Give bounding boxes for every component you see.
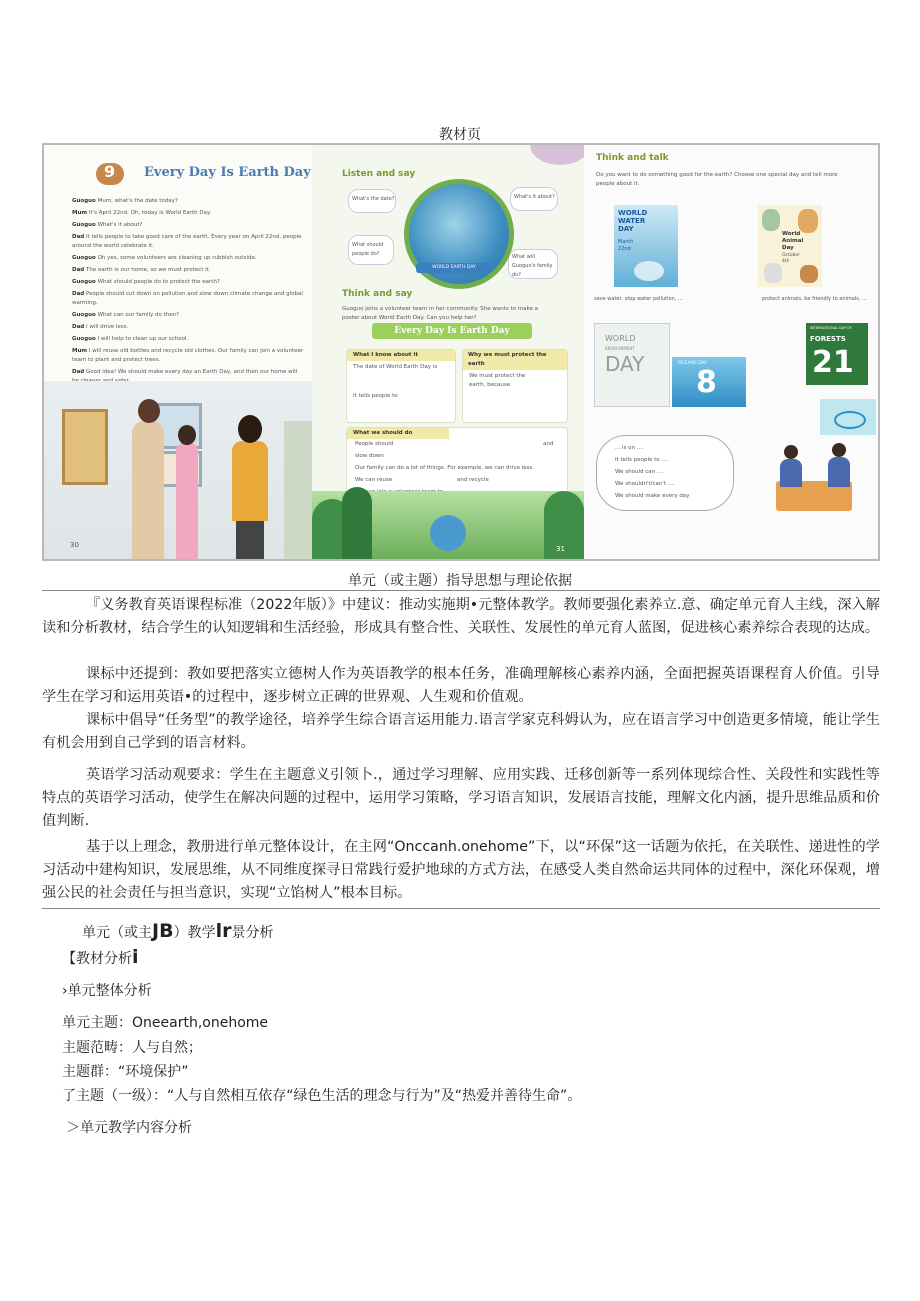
env-day-line-2: ENVIRONMENT — [605, 346, 635, 351]
animal-day-title: World Animal Day — [782, 231, 804, 251]
dialogue-speaker: Guoguo — [72, 255, 96, 261]
dialogue-line — [72, 197, 304, 206]
dialogue-speaker: Guoguo — [72, 222, 96, 228]
protect-box — [462, 349, 568, 423]
mum-head — [138, 399, 160, 423]
dialogue-line — [72, 290, 304, 308]
unit-title: Every Day Is Earth Day — [144, 165, 311, 180]
bubble-3: What should people do? — [352, 242, 384, 257]
speech-line-2: It tells people to .... — [615, 457, 669, 463]
forest-day-number: 21 — [812, 345, 854, 380]
family-illustration — [44, 381, 312, 559]
should-line-4: Our family can do a lot of things. For example, we can drive less. — [355, 465, 535, 471]
animal-day-date: October 4th — [782, 253, 801, 264]
student-head — [832, 443, 846, 457]
dialogue-speaker: Dad — [72, 291, 85, 297]
dialogue-text-line: What's it about? — [97, 222, 143, 228]
material-heading-mark: i — [132, 946, 139, 968]
water-drop-icon — [634, 261, 664, 281]
dialogue-speaker: Mum — [72, 210, 88, 216]
animal-icon — [800, 265, 818, 283]
section2-title-part: ）教学 — [173, 925, 216, 941]
section2-title-part: lr — [215, 920, 232, 942]
material-heading-text: 【教材分析 — [62, 951, 132, 967]
dialogue-line — [72, 209, 304, 218]
dialogue-speaker: Dad — [72, 267, 85, 273]
should-line-6: and recycle — [457, 477, 489, 483]
dialogue-text-line: What can our family do then? — [97, 312, 180, 318]
caption-animal: protect animals, be friendly to animals, ... — [762, 296, 867, 302]
dialogue-line — [72, 335, 304, 344]
ocean-day-title: OCEANS DAY — [678, 361, 708, 366]
divider — [42, 590, 880, 591]
poster-title: Every Day Is Earth Day — [372, 323, 532, 339]
plant — [284, 421, 312, 559]
divider — [42, 908, 880, 909]
paragraph-2: 课标中还提到：教如要把落实立德树人作为英语教学的根本任务，准确理解核心素养内涵，全面把握英语课程育人价值。引导学生在学习和运用英语•的过程中，逐步树立正碑的世界观、人生观和价值观。 — [42, 666, 880, 705]
dialogue-line — [72, 347, 304, 365]
section2-title-part: JB — [152, 920, 174, 942]
forest-day-top: INTERNATIONAL DAY OF — [810, 326, 852, 330]
girl-head — [178, 425, 196, 445]
dialogue-line — [72, 254, 304, 263]
paragraph-3: 课标中倡导“任务型”的教学途径，培养学生综合语言运用能力.语言学家克科姆认为，应在语言学习中创造更多情境，能让学生有机会用到自己学到的语言材料。 — [42, 712, 880, 751]
material-analysis-heading — [62, 946, 139, 968]
bubble-4: What will Guoguo's family do? — [512, 254, 553, 278]
dialogue-speaker: Guoguo — [72, 279, 96, 285]
dialogue-speaker: Guoguo — [72, 312, 96, 318]
dialogue-speaker: Dad — [72, 234, 85, 240]
unit-theme: 单元主题：Oneearth,onehome — [62, 1015, 269, 1031]
forests-day-poster — [806, 323, 868, 385]
speech-line-1: ... is on .... — [615, 445, 644, 451]
animal-icon — [762, 209, 780, 231]
dialogue-speaker: Mum — [72, 348, 88, 354]
girl-figure — [176, 443, 198, 559]
know-box — [346, 349, 456, 423]
oceans-day-poster — [672, 357, 746, 407]
dialogue-text-line: It's April 22nd. Oh, today is World Earth Day. — [88, 210, 212, 216]
dialogue-line — [72, 221, 304, 230]
dialogue-text-line: Mum, what's the date today? — [97, 198, 178, 204]
animal-icon — [798, 209, 818, 233]
dialogue-speaker: Dad — [72, 369, 85, 375]
dialogue-line — [72, 278, 304, 287]
speech-line-4: We shouldn't/can't .... — [615, 481, 675, 487]
bicycle-icon — [834, 411, 866, 429]
dialogue-line — [72, 233, 304, 251]
theme-group: 主题群：“环境保护” — [62, 1064, 189, 1080]
dialogue-line — [72, 311, 304, 320]
dialogue-text-line: People should cut down on pollution and slow down climate change and global warming. — [72, 291, 303, 306]
know-line-1: The date of World Earth Day is — [353, 364, 438, 370]
tree — [342, 487, 372, 559]
unit-content-analysis-heading: ＞单元教学内容分析 — [66, 1120, 192, 1136]
should-line-1: People should — [355, 441, 394, 447]
paragraph-5: 基于以上理念，教册进行单元整体设计，在主网“Onccanh.onehome”下，以“环保”这一话题为依托，在关联性、递进性的学习活动中建构知识，发展思维，从不同维度探寻日常践行爱护地球的方式方法，在感受人类自然命运共同体的过程中，深化环保观，增强公民的社会责任与担当意识，实现“立馅树人”根本目标。 — [42, 839, 880, 901]
think-say-text: Guoguo joins a volunteer team in her community. She wants to make a poster about World Earth Day. Can you help her? — [342, 306, 539, 321]
think-talk-page — [584, 145, 878, 559]
student-figure — [780, 459, 802, 487]
animal-icon — [764, 263, 782, 283]
dialogue-text-line: Good idea! We should make every day an Earth Day, and then our home will — [85, 369, 298, 375]
student-head — [784, 445, 798, 459]
section1-title: 单元（或主题）指导思想与理论依据 — [348, 573, 572, 589]
dialogue-text-line: Oh yes, some volunteers are cleaning up rubbish outside. — [97, 255, 257, 261]
wall-picture — [62, 409, 108, 485]
animal-day-poster — [758, 205, 822, 287]
dialogue-line — [72, 266, 304, 275]
page-number-left: 30 — [70, 541, 79, 549]
paragraph-1: 『义务教育英语课程标准（2022年版）》中建议：推动实施期•元整体教学。教师要强化素养立.意、确定单元育人主线，深入解读和分析教材，结合学生的认知逻辑和生活经验，形成具有整合性、关联性、发展性的单元育人蓝图，促进核心素养综合表现的达成。 — [42, 597, 880, 636]
should-line-2: and — [543, 441, 554, 447]
think-say-title: Think and say — [342, 289, 413, 299]
water-day-title: WORLD WATER DAY — [618, 209, 648, 233]
should-line-3: slow down — [355, 453, 384, 459]
should-do-title: What we should do — [347, 428, 449, 439]
forest-day-title: FORESTS — [810, 335, 846, 343]
dad-legs — [236, 521, 264, 559]
think-talk-title: Think and talk — [596, 153, 669, 163]
small-globe-icon — [430, 515, 466, 551]
globe-label: WORLD EARTH DAY — [416, 263, 492, 273]
dialogue-text — [72, 197, 304, 389]
dialogue-page — [44, 145, 312, 559]
protect-box-title: Why we must protect the earth — [463, 350, 567, 370]
env-day-line-1: WORLD — [605, 334, 636, 343]
dialogue-speaker: Guoguo — [72, 336, 96, 342]
know-line-2: It tells people to — [353, 393, 398, 399]
should-line-5: We can reuse — [355, 477, 393, 483]
dialogue-speaker: Dad — [72, 324, 85, 330]
env-day-line-3: DAY — [605, 352, 645, 376]
page-number-right: 31 — [556, 545, 565, 553]
protect-line-1: We must protect the earth, because — [469, 373, 526, 388]
dialogue-text-line: It tells people to take good care of the earth. Every year on April 22nd, people around the world celebrate it. — [72, 234, 302, 249]
bike-day-poster — [820, 399, 876, 435]
water-day-poster — [614, 205, 678, 287]
speech-line-3: We should can .... — [615, 469, 664, 475]
speech-line-5: We should make every day — [615, 493, 690, 499]
figure-caption: 教材页 — [439, 127, 481, 143]
speech-bubble — [596, 435, 734, 511]
think-talk-text: Do you want to do something good for the earth? Choose one special day and tell more people about it. — [596, 172, 838, 187]
paragraph-4: 英语学习活动观要求：学生在主题意义引领卜.，通过学习理解、应用实践、迁移创新等一系列体现综合性、关段性和实践性等特点的英语学习活动，使学生在解决问题的过程中，运用学习策略，学习语言知识，发展语言技能，理解文化内涵，提升思维品质和价值判断. — [42, 767, 880, 829]
dialogue-text-line: I will reuse old bottles and recycle old clothes. Our family can join a volunteer team to plant and protect trees. — [72, 348, 304, 363]
bubble-2: What's it about? — [514, 194, 555, 200]
section2-title — [82, 920, 273, 942]
dialogue-text-line: What should people do to protect the earth? — [97, 279, 220, 285]
theme-category: 主题范畴：人与自然； — [62, 1040, 202, 1056]
sub-theme: 了主题（一级）：“人与自然相互依存“绿色生活的理念与行为”及“热爱并善待生命”。 — [62, 1088, 582, 1104]
caption-water: save water, stop water pollution, ... — [594, 296, 683, 302]
listen-title: Listen and say — [342, 169, 416, 179]
ocean-day-number: 8 — [696, 365, 717, 400]
section2-title-part: 景分析 — [231, 925, 274, 941]
student-figure — [828, 457, 850, 487]
environment-day-poster — [594, 323, 670, 407]
dialogue-text-line: I will drive less. — [85, 324, 129, 330]
bubble-1: What's the date? — [352, 196, 395, 202]
tree-landscape — [312, 491, 584, 559]
water-day-date: March 22nd — [618, 239, 634, 252]
dialogue-speaker: Guoguo — [72, 198, 96, 204]
dad-figure — [232, 441, 268, 521]
textbook-figure — [42, 143, 880, 561]
dialogue-text-line: The earth is our home, so we must protect it. — [85, 267, 211, 273]
dialogue-text-line: I will help to clean up our school. — [97, 336, 189, 342]
unit-overall-analysis-heading: ›单元整体分析 — [62, 983, 152, 999]
unit-number: 9 — [104, 162, 116, 181]
know-box-title: What I know about it — [347, 350, 455, 361]
section2-title-part: 单元（或主 — [82, 925, 152, 941]
mum-figure — [132, 421, 164, 559]
dialogue-line — [72, 323, 304, 332]
activity-page — [312, 145, 584, 559]
corner-decoration — [530, 145, 584, 165]
dad-head — [238, 415, 262, 443]
